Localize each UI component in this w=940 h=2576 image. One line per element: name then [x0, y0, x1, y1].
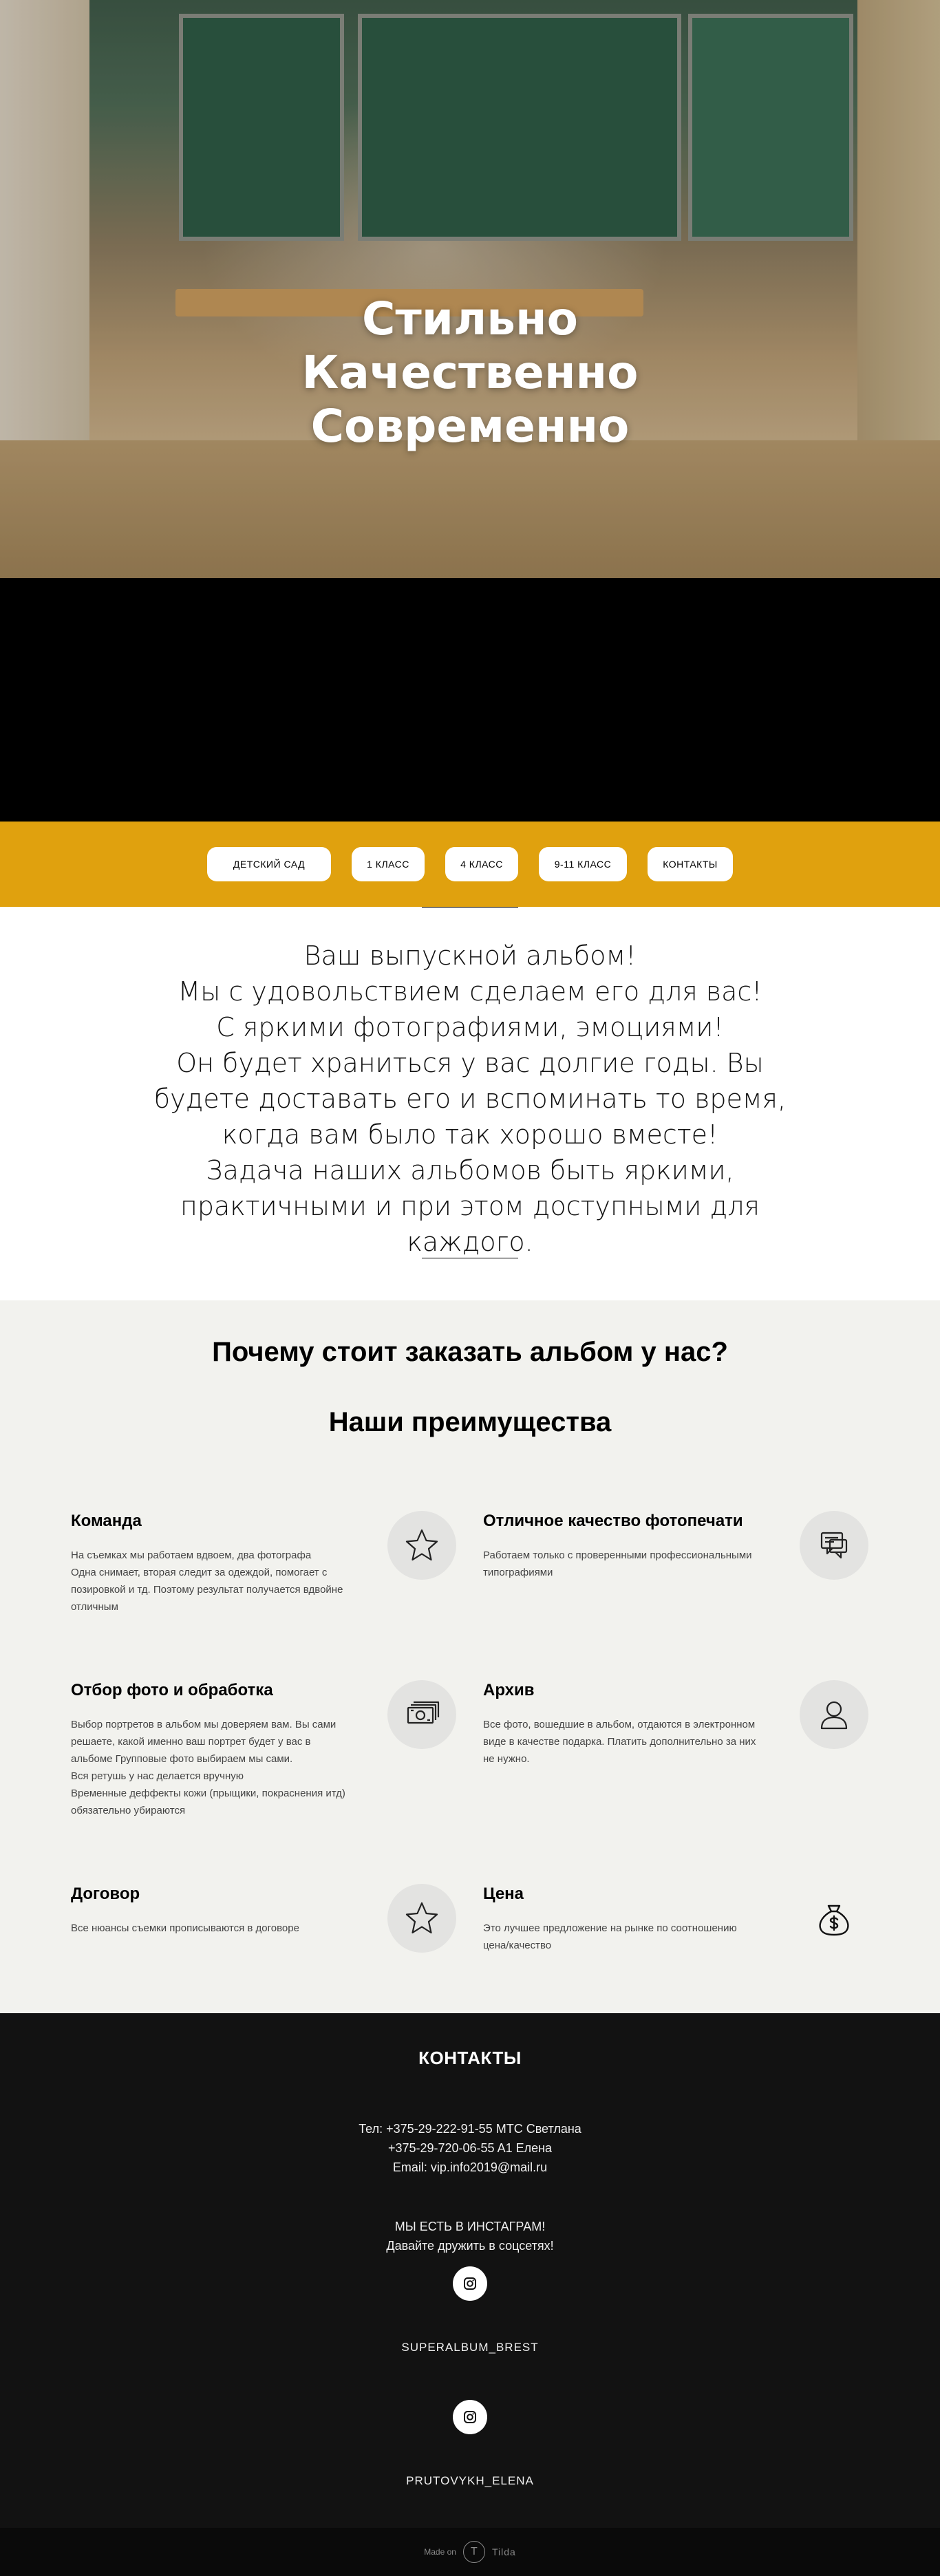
instagram-link-prutovykh[interactable]: [453, 2400, 487, 2434]
contact-details: [0, 2119, 940, 2177]
feature-team: [71, 1511, 456, 1616]
intro-text: [126, 938, 814, 1260]
hero-title-line: Стильно: [362, 292, 578, 345]
feature-title: Договор: [71, 1885, 140, 1903]
phone-line: +375-29-720-06-55 A1 Елена: [387, 2141, 553, 2155]
intro-line: С яркими фотографиями, эмоциями!: [216, 1012, 724, 1042]
feature-price: [483, 1884, 868, 1954]
feature-photo-selection: [71, 1680, 456, 1819]
hero-title-line: Качественно: [301, 346, 639, 399]
instagram-invite-line: МЫ ЕСТЬ В ИНСТАГРАМ!: [394, 2220, 546, 2233]
feature-title: Команда: [71, 1512, 142, 1530]
hero-section: [0, 0, 940, 578]
money-bag-icon: [800, 1884, 868, 1953]
intro-line: Мы с удовольствием сделаем его для вас!: [178, 976, 762, 1007]
feature-text: На съемках мы работаем вдвоем, два фотографа Одна снимает, вторая следит за одеждой, помогает с позировкой и тд. Поэтому результат получается вдвойне отличным: [71, 1549, 343, 1613]
instagram-link-superalbum[interactable]: [453, 2266, 487, 2301]
feature-title: Цена: [483, 1885, 524, 1903]
feature-title: Отличное качество фотопечати: [483, 1512, 743, 1530]
intro-line: Задача наших альбомов быть яркими, практичными и при этом доступными для каждого.: [180, 1155, 760, 1257]
contacts-title: КОНТАКТЫ: [418, 2048, 522, 2068]
divider: [422, 907, 518, 908]
nav-button-kindergarten[interactable]: ДЕТСКИЙ САД: [207, 847, 331, 881]
section-nav: [0, 822, 940, 907]
feature-title: Архив: [483, 1681, 535, 1699]
feature-title: Отбор фото и обработка: [71, 1681, 273, 1699]
user-icon: [800, 1680, 868, 1749]
tilda-logo-icon[interactable]: T: [463, 2541, 485, 2563]
feature-contract: [71, 1884, 456, 1937]
phone-line: Тел: +375-29-222-91-55 МТС Светлана: [359, 2122, 581, 2136]
nav-button-grade-9-11[interactable]: 9-11 КЛАСС: [539, 847, 627, 881]
made-on-label: Made on: [424, 2547, 456, 2557]
advantages-subtitle: Наши преимущества: [328, 1407, 612, 1437]
instagram-icon: [461, 2275, 479, 2293]
feature-text: Выбор портретов в альбом мы доверяем вам. Вы сами решаете, какой именно ваш портрет будет у вас в альбоме Групповые фото выбираем мы сами. Вся ретушь у нас делается вручную Временные деффекты кожи (прыщики, покраснения итд) обязательно убираются: [71, 1719, 345, 1816]
feature-text: Все нюансы съемки прописываются в договоре: [71, 1922, 299, 1934]
intro-section: [0, 907, 940, 1300]
tilda-brand[interactable]: Tilda: [491, 2546, 516, 2557]
star-icon: [387, 1884, 456, 1953]
feature-archive: [483, 1680, 868, 1768]
instagram-invite: [0, 2217, 940, 2255]
contacts-section: [0, 2013, 940, 2528]
advantages-section: [0, 1300, 940, 2013]
feature-text: Работаем только с проверенными профессиональными типографиями: [483, 1549, 752, 1578]
footer: [0, 2528, 940, 2576]
chat-icon: [800, 1511, 868, 1580]
nav-button-grade-4[interactable]: 4 КЛАСС: [445, 847, 518, 881]
hero-overlay: [0, 0, 940, 578]
instagram-handle[interactable]: PRUTOVYKH_ELENA: [406, 2474, 534, 2487]
nav-button-grade-1[interactable]: 1 КЛАСС: [352, 847, 425, 881]
money-icon: [387, 1680, 456, 1749]
feature-text: Все фото, вошедшие в альбом, отдаются в электронном виде в качестве подарка. Платить дополнительно за них не нужно.: [483, 1719, 756, 1765]
video-block: [0, 578, 940, 822]
instagram-invite-line: Давайте дружить в соцсетях!: [386, 2239, 554, 2253]
feature-print-quality: [483, 1511, 868, 1581]
email-line: Email: vip.info2019@mail.ru: [392, 2160, 548, 2174]
advantages-title: Почему стоит заказать альбом у нас?: [212, 1337, 728, 1367]
star-icon: [387, 1511, 456, 1580]
intro-line: Он будет храниться у вас долгие годы. Вы будете доставать его и вспоминать то время, когда вам было так хорошо вместе!: [153, 1048, 787, 1150]
feature-text: Это лучшее предложение на рынке по соотношению цена/качество: [483, 1922, 737, 1951]
intro-line: Ваш выпускной альбом!: [303, 941, 637, 971]
instagram-icon: [461, 2408, 479, 2426]
hero-title: [0, 292, 940, 453]
instagram-handle[interactable]: SUPERALBUM_BREST: [401, 2341, 539, 2354]
hero-title-line: Современно: [310, 400, 630, 453]
nav-button-contacts[interactable]: КОНТАКТЫ: [648, 847, 733, 881]
